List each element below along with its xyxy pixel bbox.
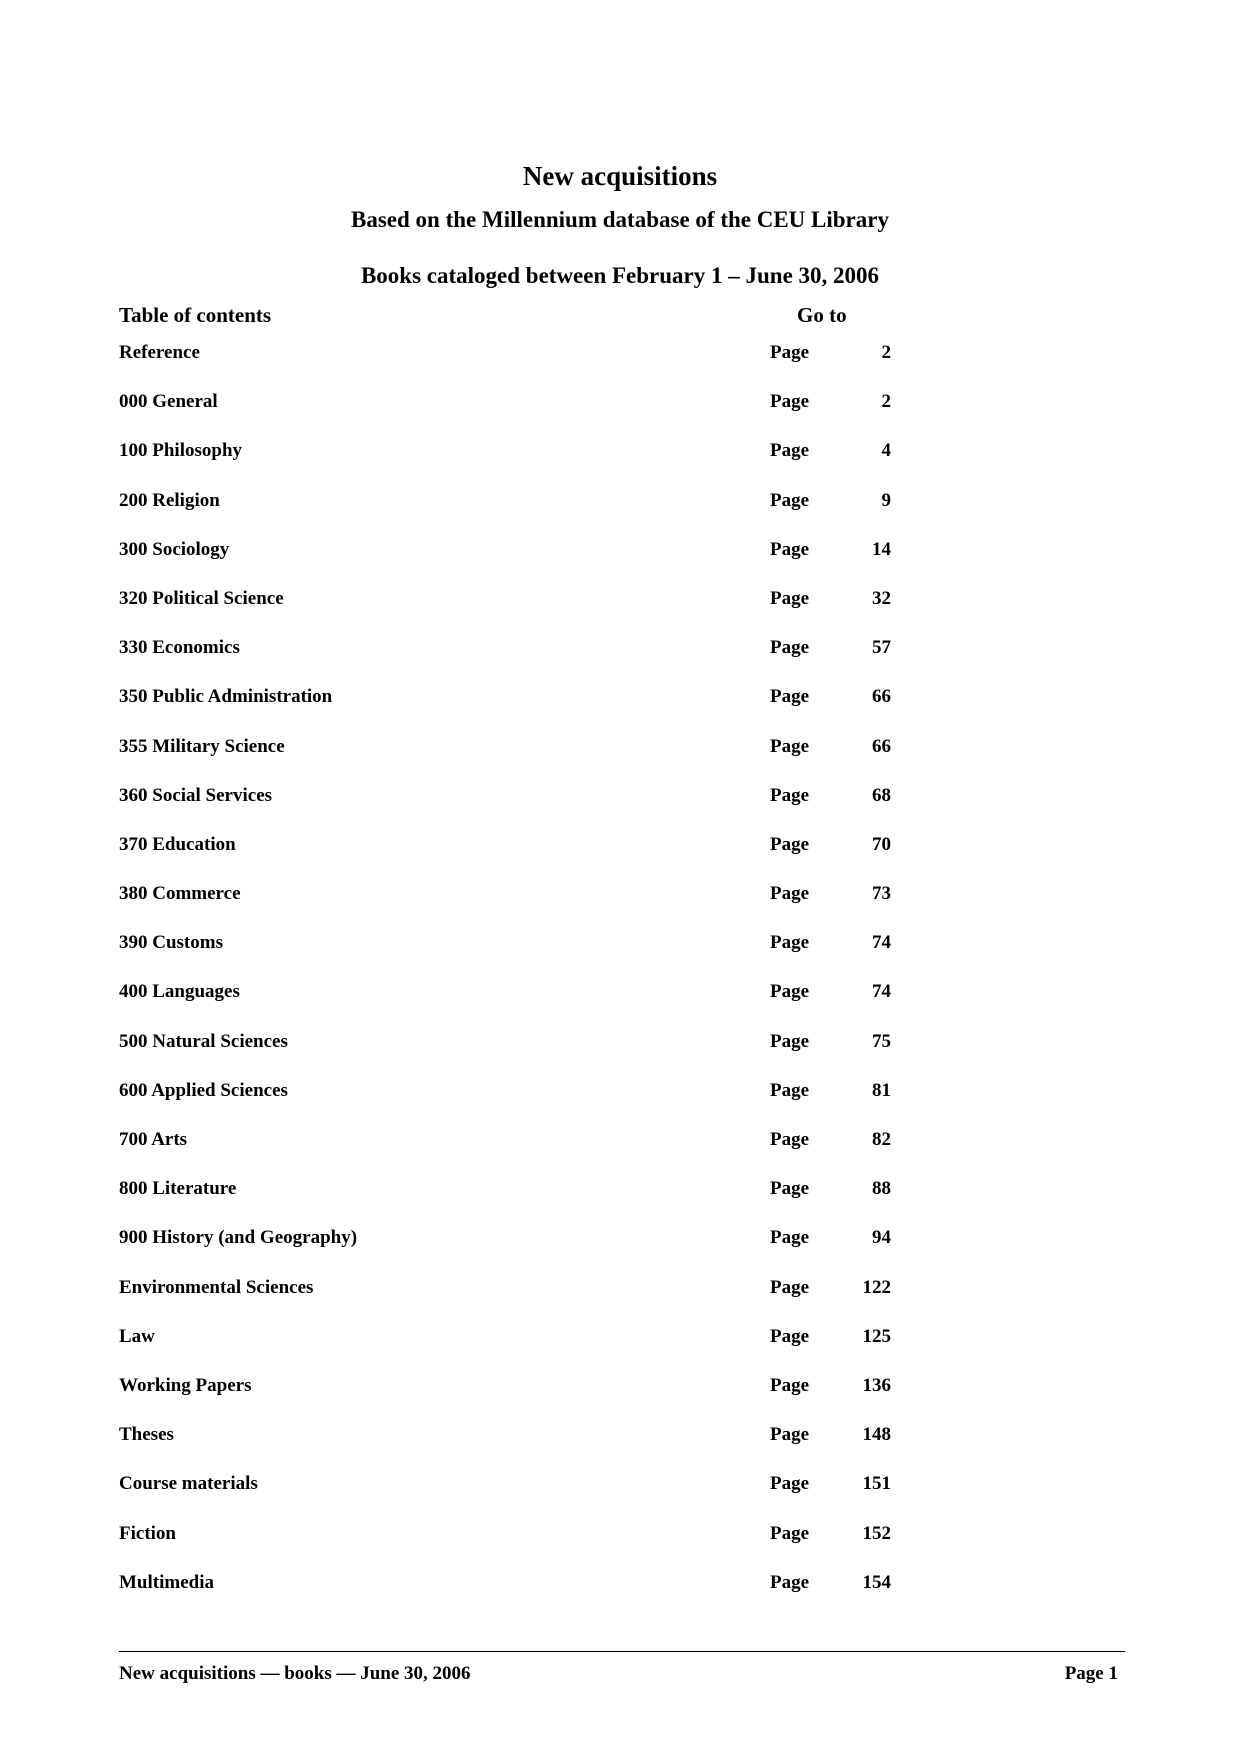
toc-entry-label: Working Papers [119,1374,252,1396]
toc-entry[interactable] [119,438,919,487]
toc-heading: Table of contents [119,303,272,327]
toc-entry-page-number: 151 [862,1473,891,1495]
toc-entry-label: 350 Public Administration [119,686,333,708]
toc-entry[interactable] [119,979,919,1028]
toc-entry[interactable] [119,635,919,684]
toc-entry-label: 380 Commerce [119,883,241,905]
toc-entry-page-number: 125 [862,1325,891,1347]
toc-entry[interactable] [119,1275,919,1324]
toc-entry-page-word: Page [770,1522,810,1544]
toc-entry[interactable] [119,881,919,930]
toc-entry-page-number: 74 [872,981,891,1003]
toc-entry-label: 370 Education [119,833,236,855]
footer-divider [119,1651,1125,1652]
toc-entry[interactable] [119,684,919,733]
toc-entry-page-word: Page [770,883,810,905]
toc-entry[interactable] [119,488,919,537]
toc-entry-page-number: 88 [872,1178,891,1200]
toc-entry-page-number: 152 [862,1522,891,1544]
toc-entry-label: 360 Social Services [119,784,273,806]
toc-entry-label: 900 History (and Geography) [119,1227,358,1249]
toc-entry-page-number: 73 [872,883,891,905]
toc-entry-page-word: Page [770,637,810,659]
toc-entry[interactable] [119,1029,919,1078]
toc-entry-page-word: Page [770,784,810,806]
toc-entry[interactable] [119,1176,919,1225]
toc-entry-page-word: Page [770,1079,810,1101]
toc-entry-label: Law [119,1325,155,1347]
toc-entry[interactable] [119,1373,919,1422]
toc-entry-label: Fiction [119,1522,176,1544]
toc-entry-page-word: Page [770,1571,810,1593]
toc-entry-label: 800 Literature [119,1178,237,1200]
toc-entry-label: 100 Philosophy [119,440,243,462]
document-subtitle: Based on the Millennium database of the CEU Library [351,207,889,232]
toc-entry[interactable] [119,1422,919,1471]
toc-entry-page-number: 136 [862,1374,891,1396]
toc-entry-label: 330 Economics [119,637,240,659]
document-title: New acquisitions [522,161,718,191]
goto-heading: Go to [797,303,847,327]
toc-entry-label: 000 General [119,391,218,413]
toc-entry-page-word: Page [770,1325,810,1347]
toc-entry-page-number: 32 [872,587,891,609]
toc-entry-page-word: Page [770,1178,810,1200]
date-range: Books cataloged between February 1 – June 30, 2006 [360,263,880,288]
toc-entry[interactable] [119,930,919,979]
toc-entry-page-word: Page [770,538,810,560]
toc-entry-page-word: Page [770,1473,810,1495]
toc-entry-label: 320 Political Science [119,587,284,609]
toc-entry-page-number: 66 [872,735,891,757]
toc-entry-label: 300 Sociology [119,538,230,560]
toc-entry-page-number: 4 [881,440,891,462]
toc-entry-page-number: 82 [872,1129,891,1150]
toc-entry[interactable] [119,1521,919,1570]
toc-entry[interactable] [119,340,919,389]
toc-entry-page-word: Page [770,833,810,855]
toc-entry-page-word: Page [770,1424,810,1446]
toc-entry-page-number: 81 [872,1079,891,1101]
toc-entry-page-number: 75 [872,1030,891,1052]
toc-entry-page-word: Page [770,735,810,757]
toc-entry-page-word: Page [770,1276,810,1298]
toc-entry-page-number: 154 [862,1571,891,1593]
toc-entry-page-number: 148 [862,1424,891,1446]
toc-entry-page-number: 66 [872,686,891,708]
toc-entry-label: 390 Customs [119,932,223,954]
footer-running-title: New acquisitions — books — June 30, 2006 [119,1663,471,1684]
toc-entry-page-number: 68 [872,784,891,806]
toc-entry[interactable] [119,783,919,832]
toc-entry-page-number: 9 [881,489,891,511]
toc-entry-page-number: 70 [872,833,891,855]
toc-entry-page-word: Page [770,1227,810,1249]
toc-entry[interactable] [119,1570,919,1619]
toc-entry[interactable] [119,537,919,586]
toc-entry-page-word: Page [770,1374,810,1396]
toc-entry[interactable] [119,1078,919,1127]
toc-entry[interactable] [119,389,919,438]
toc-entry-page-number: 74 [872,932,891,954]
toc-entry-page-number: 122 [862,1276,891,1298]
toc-entry-label: 700 Arts [119,1129,188,1150]
toc-entry-page-word: Page [770,981,810,1003]
toc-entry-page-word: Page [770,932,810,954]
toc-entry-label: Reference [119,342,200,363]
toc-entry-page-word: Page [770,489,810,511]
toc-entry[interactable] [119,1225,919,1274]
toc-entry-label: Theses [119,1424,174,1446]
toc-entry-page-word: Page [770,440,810,462]
toc-entry-page-number: 94 [872,1227,891,1249]
toc-entry-page-word: Page [770,391,810,413]
toc-entry[interactable] [119,1127,919,1176]
toc-entry-page-word: Page [770,342,810,363]
toc-entry-label: Multimedia [119,1571,214,1593]
toc-entry[interactable] [119,1471,919,1520]
toc-entry-label: 200 Religion [119,489,220,511]
toc-entry-page-word: Page [770,686,810,708]
toc-entry[interactable] [119,1324,919,1373]
toc-entry-label: Course materials [119,1473,258,1495]
toc-entry-label: 600 Applied Sciences [119,1079,288,1101]
toc-entry[interactable] [119,832,919,881]
toc-entry-label: Environmental Sciences [119,1276,314,1298]
toc-entry-label: 400 Languages [119,981,240,1003]
table-of-contents [119,340,919,1619]
toc-entry-page-number: 2 [881,342,891,363]
toc-entry-page-number: 2 [881,391,891,413]
footer-page-number: Page 1 [1064,1663,1118,1684]
toc-entry-page-word: Page [770,1030,810,1052]
toc-entry-page-number: 14 [872,538,891,560]
toc-entry-page-word: Page [770,587,810,609]
toc-entry-label: 500 Natural Sciences [119,1030,288,1052]
toc-entry-label: 355 Military Science [119,735,285,757]
toc-entry[interactable] [119,734,919,783]
toc-entry-page-word: Page [770,1129,810,1150]
toc-entry[interactable] [119,586,919,635]
toc-entry-page-number: 57 [872,637,891,659]
